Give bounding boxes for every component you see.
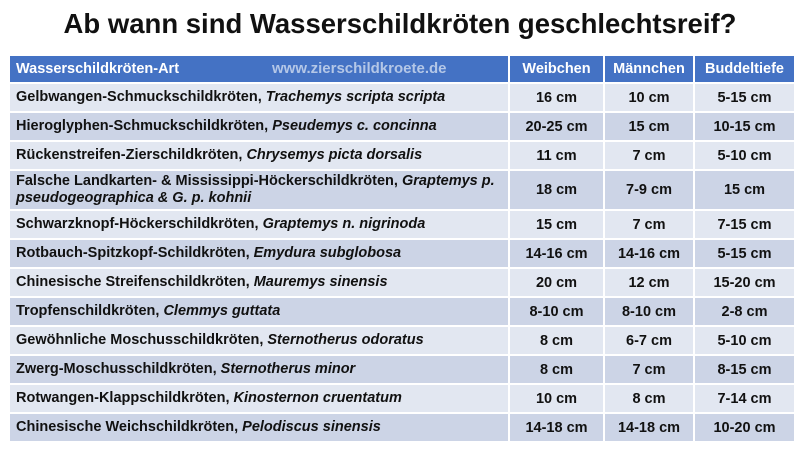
male-size-cell: 14-16 cm <box>605 240 695 269</box>
species-cell <box>10 298 510 327</box>
website-watermark: www.zierschildkroete.de <box>272 60 447 77</box>
female-size-cell: 8 cm <box>510 356 605 385</box>
dig-depth-cell: 15-20 cm <box>695 269 796 298</box>
scientific-name: Sternotherus odoratus <box>267 332 424 348</box>
dig-depth-cell: 10-15 cm <box>695 113 796 142</box>
species-cell <box>10 327 510 356</box>
header-male: Männchen <box>605 56 695 84</box>
species-cell <box>10 269 510 298</box>
species-cell <box>10 240 510 269</box>
scientific-name: Mauremys sinensis <box>253 274 388 290</box>
common-name: Chinesische Weichschildkröten, <box>16 419 243 435</box>
common-name: Zwerg-Moschusschildkröten, <box>16 361 221 377</box>
scientific-name: Chrysemys picta dorsalis <box>246 147 423 163</box>
female-size-cell: 20 cm <box>510 269 605 298</box>
species-cell <box>10 211 510 240</box>
female-size-cell: 15 cm <box>510 211 605 240</box>
header-dig-depth: Buddeltiefe <box>695 56 796 84</box>
species-cell <box>10 414 510 443</box>
male-size-cell: 7 cm <box>605 356 695 385</box>
table-row <box>10 414 796 443</box>
scientific-name: Kinosternon cruentatum <box>233 390 402 406</box>
header-species-label: Wasserschildkröten-Art <box>16 61 180 77</box>
table-row <box>10 385 796 414</box>
common-name: Rückenstreifen-Zierschildkröten, <box>16 147 247 163</box>
female-size-cell: 8 cm <box>510 327 605 356</box>
common-name: Gewöhnliche Moschusschildkröten, <box>16 332 268 348</box>
female-size-cell: 16 cm <box>510 84 605 113</box>
species-cell <box>10 385 510 414</box>
dig-depth-cell: 10-20 cm <box>695 414 796 443</box>
scientific-name: Trachemys scripta scripta <box>265 89 446 105</box>
table-row <box>10 327 796 356</box>
species-cell <box>10 113 510 142</box>
scientific-name: Clemmys guttata <box>163 303 281 319</box>
common-name: Rotwangen-Klappschildkröten, <box>16 390 234 406</box>
scientific-name: Graptemys n. nigrinoda <box>262 216 426 232</box>
table-row <box>10 269 796 298</box>
scientific-name: Pseudemys c. concinna <box>272 118 437 134</box>
species-cell <box>10 142 510 171</box>
female-size-cell: 8-10 cm <box>510 298 605 327</box>
male-size-cell: 7-9 cm <box>605 171 695 211</box>
male-size-cell: 15 cm <box>605 113 695 142</box>
table-row <box>10 211 796 240</box>
dig-depth-cell: 5-15 cm <box>695 240 796 269</box>
table-row <box>10 240 796 269</box>
scientific-name: Sternotherus minor <box>220 361 356 377</box>
male-size-cell: 14-18 cm <box>605 414 695 443</box>
female-size-cell: 18 cm <box>510 171 605 211</box>
female-size-cell: 11 cm <box>510 142 605 171</box>
table-row <box>10 356 796 385</box>
species-cell <box>10 171 510 211</box>
scientific-name: Emydura subglobosa <box>253 245 402 261</box>
dig-depth-cell: 7-15 cm <box>695 211 796 240</box>
female-size-cell: 14-16 cm <box>510 240 605 269</box>
male-size-cell: 8-10 cm <box>605 298 695 327</box>
dig-depth-cell: 15 cm <box>695 171 796 211</box>
male-size-cell: 10 cm <box>605 84 695 113</box>
common-name: Falsche Landkarten- & Mississippi-Höckerschildkröten, <box>16 173 402 189</box>
table-row <box>10 113 796 142</box>
table-row <box>10 298 796 327</box>
female-size-cell: 20-25 cm <box>510 113 605 142</box>
female-size-cell: 14-18 cm <box>510 414 605 443</box>
table-row <box>10 171 796 211</box>
common-name: Hieroglyphen-Schmuckschildkröten, <box>16 118 273 134</box>
common-name: Rotbauch-Spitzkopf-Schildkröten, <box>16 245 254 261</box>
male-size-cell: 7 cm <box>605 211 695 240</box>
dig-depth-cell: 5-10 cm <box>695 142 796 171</box>
table-row <box>10 84 796 113</box>
common-name: Gelbwangen-Schmuckschildkröten, <box>16 89 266 105</box>
common-name: Chinesische Streifenschildkröten, <box>16 274 254 290</box>
common-name: Schwarzknopf-Höckerschildkröten, <box>16 216 263 232</box>
header-row <box>10 56 796 84</box>
header-species <box>10 56 510 84</box>
species-cell <box>10 356 510 385</box>
male-size-cell: 6-7 cm <box>605 327 695 356</box>
common-name: Tropfenschildkröten, <box>16 303 164 319</box>
male-size-cell: 8 cm <box>605 385 695 414</box>
dig-depth-cell: 8-15 cm <box>695 356 796 385</box>
male-size-cell: 7 cm <box>605 142 695 171</box>
scientific-name: Pelodiscus sinensis <box>242 419 381 435</box>
page-title: Ab wann sind Wasserschildkröten geschlechtsreif? <box>63 8 737 39</box>
male-size-cell: 12 cm <box>605 269 695 298</box>
maturity-table <box>10 56 796 443</box>
table-row <box>10 142 796 171</box>
dig-depth-cell: 7-14 cm <box>695 385 796 414</box>
scientific-name: Graptemys p. pseudogeographica & G. p. kohnii <box>16 173 495 206</box>
species-cell <box>10 84 510 113</box>
header-female: Weibchen <box>510 56 605 84</box>
dig-depth-cell: 5-15 cm <box>695 84 796 113</box>
dig-depth-cell: 2-8 cm <box>695 298 796 327</box>
dig-depth-cell: 5-10 cm <box>695 327 796 356</box>
female-size-cell: 10 cm <box>510 385 605 414</box>
